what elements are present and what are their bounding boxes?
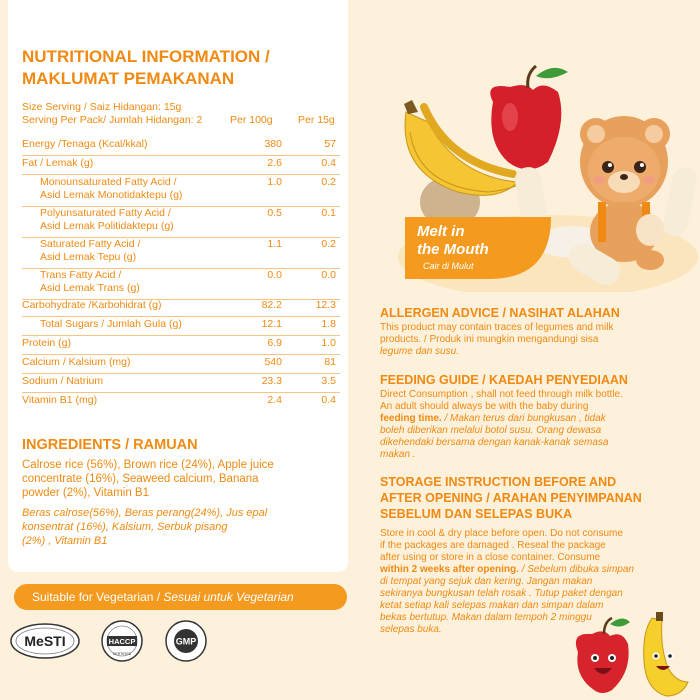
- row-label: [40, 207, 174, 233]
- row-divider: [22, 354, 340, 355]
- row-value-per15: 0.4: [321, 394, 336, 406]
- row-label: [40, 176, 182, 202]
- row-label: Protein (g): [22, 337, 72, 349]
- row-label: Fat / Lemak (g): [22, 157, 94, 169]
- row-label-my: Asid Lemak Monotidaktepu (g): [40, 189, 183, 201]
- vegetarian-my: Sesuai untuk Vegetarian: [163, 590, 294, 604]
- storage-line: selepas buka.: [380, 624, 442, 635]
- badge-line2: the Mouth: [417, 241, 489, 258]
- vegetarian-en: Suitable for Vegetarian /: [32, 590, 164, 604]
- feeding-title: FEEDING GUIDE / KAEDAH PENYEDIAAN: [380, 373, 628, 387]
- storage-line: after using or store in a close container. Consume: [380, 552, 601, 563]
- serving-per-pack-row: [22, 114, 340, 127]
- row-label-my: Asid Lemak Politidaktepu (g): [40, 220, 174, 232]
- feeding-line: dikehendaki bersama dengan kanak-kanak semasa: [380, 437, 609, 448]
- row-label: Energy /Tenaga (Kcal/kkal): [22, 138, 148, 150]
- row-label: Total Sugars / Jumlah Gula (g): [40, 318, 182, 330]
- row-value-per15: 0.4: [321, 157, 336, 169]
- row-value-per15: 12.3: [315, 299, 336, 311]
- serving-info: [22, 101, 340, 127]
- storage-title-line: AFTER OPENING / ARAHAN PENYIMPANAN: [380, 491, 642, 505]
- ingredients-my: [22, 506, 340, 548]
- row-divider: [22, 335, 340, 336]
- melt-in-mouth-badge-icon: [405, 217, 551, 279]
- row-label-my: Asid Lemak Trans (g): [40, 282, 140, 294]
- row-label-en: Saturated Fatty Acid /: [40, 238, 141, 250]
- storage-title-line: STORAGE INSTRUCTION BEFORE AND: [380, 475, 617, 489]
- ingredients-my-line: konsentrat (16%), Kalsium, Serbuk pisang: [22, 521, 228, 533]
- row-divider: [22, 373, 340, 374]
- row-value-per100: 82.2: [261, 299, 282, 311]
- row-value-per100: 23.3: [261, 375, 282, 387]
- row-label: Carbohydrate /Karbohidrat (g): [22, 299, 162, 311]
- row-label: Sodium / Natrium: [22, 375, 104, 387]
- col-header-per100: Per 100g: [230, 114, 273, 126]
- storage-line: di tempat yang sejuk dan kering. Jangan makan: [380, 576, 593, 587]
- row-value-per100: 6.9: [267, 337, 282, 349]
- storage-title-line: SEBELUM DAN SELEPAS BUKA: [380, 507, 573, 521]
- allergen-line: products. / Produk ini mungkin mengandungi sisa: [380, 334, 599, 345]
- feeding-line: An adult should always be with the baby during: [380, 401, 589, 412]
- haccp-text: HACCP: [108, 637, 136, 646]
- allergen-text: [380, 322, 692, 358]
- row-value-per100: 1.1: [267, 238, 282, 250]
- feeding-line: makan .: [380, 449, 416, 460]
- row-value-per15: 3.5: [321, 375, 336, 387]
- row-label: Vitamin B1 (mg): [22, 394, 98, 406]
- row-label-en: Monounsaturated Fatty Acid /: [40, 176, 177, 188]
- ingredients-my-line: Beras calrose(56%), Beras perang(24%), Jus epal: [22, 507, 268, 519]
- nutrition-title-line1: NUTRITIONAL INFORMATION /: [22, 47, 270, 66]
- vegetarian-banner: [14, 584, 347, 610]
- row-value-per100: 2.6: [267, 157, 282, 169]
- storage-line: ketat setiap kali selepas makan dan simpan dalam: [380, 600, 604, 611]
- row-value-per15: 1.8: [321, 318, 336, 330]
- ingredients-en-line: Calrose rice (56%), Brown rice (24%), Apple juice: [22, 459, 274, 471]
- serving-size: Size Serving / Saiz Hidangan: 15g: [22, 101, 182, 113]
- row-value-per100: 2.4: [267, 394, 282, 406]
- row-value-per100: 0.0: [267, 269, 282, 281]
- row-label-en: Trans Fatty Acid /: [40, 269, 122, 281]
- fruit-mascots-icon: [570, 612, 700, 700]
- storage-line: bekas bertutup. Makan dalam tempoh 2 minggu: [380, 612, 592, 623]
- allergen-line: legume dan susu.: [380, 346, 459, 357]
- ingredients-title: INGREDIENTS / RAMUAN: [22, 437, 198, 453]
- row-divider: [22, 392, 340, 393]
- gmp-text: GMP: [175, 636, 197, 647]
- badge-line1: Melt in: [417, 223, 465, 240]
- row-value-per15: 0.2: [321, 238, 336, 250]
- row-divider: [22, 316, 340, 317]
- ingredients-my-line: (2%) , Vitamin B1: [22, 535, 108, 547]
- row-value-per15: 81: [324, 356, 336, 368]
- storage-italic: / Sebelum dibuka simpan: [518, 564, 634, 575]
- col-header-per15: Per 15g: [298, 114, 335, 126]
- allergen-line: This product may contain traces of legumes and milk: [380, 322, 614, 333]
- row-divider: [22, 174, 340, 175]
- badge-line3: Cair di Mulut: [423, 261, 474, 271]
- serving-per-pack: Serving Per Pack/ Jumlah Hidangan: 2: [22, 114, 203, 126]
- nutrition-title-line2: MAKLUMAT PEMAKANAN: [22, 69, 235, 88]
- row-label-en: Polyunsaturated Fatty Acid /: [40, 207, 171, 219]
- row-value-per100: 12.1: [261, 318, 282, 330]
- ingredients-en: [22, 458, 340, 500]
- row-value-per15: 1.0: [321, 337, 336, 349]
- feeding-text: [380, 389, 692, 461]
- ingredients-en-line: powder (2%), Vitamin B1: [22, 487, 149, 499]
- storage-line: sekiranya bungkusan telah rosak . Tutup paket dengan: [380, 588, 623, 599]
- row-value-per100: 540: [264, 356, 282, 368]
- row-label: [40, 238, 140, 264]
- row-value-per15: 0.2: [321, 176, 336, 188]
- row-value-per100: 1.0: [267, 176, 282, 188]
- feeding-line: [380, 413, 692, 425]
- row-value-per15: 0.1: [321, 207, 336, 219]
- allergen-title: ALLERGEN ADVICE / NASIHAT ALAHAN: [380, 306, 620, 320]
- storage-line: Store in cool & dry place before open. Do not consume: [380, 528, 623, 539]
- haccp-certified-text: CERTIFIED: [112, 652, 132, 656]
- gmp-logo-icon: [164, 619, 208, 663]
- storage-line: if the packages are damaged . Reseal the package: [380, 540, 606, 551]
- serving-size-row: [22, 101, 340, 114]
- storage-line: [380, 564, 692, 576]
- row-label-my: Asid Lemak Tepu (g): [40, 251, 137, 263]
- nutrition-title: [22, 46, 342, 90]
- feeding-line: Direct Consumption , shall not feed through milk bottle.: [380, 389, 623, 400]
- feeding-line: boleh diberikan melalui botol susu. Orang dewasa: [380, 425, 602, 436]
- row-divider: [22, 155, 340, 156]
- feeding-bold: feeding time.: [380, 413, 442, 424]
- mesti-text: MeSTI: [24, 633, 66, 649]
- mesti-logo-icon: [10, 619, 80, 663]
- feeding-italic: / Makan terus dari bungkusan , tidak: [441, 413, 606, 424]
- storage-title: [380, 474, 695, 522]
- haccp-logo-icon: [100, 619, 144, 663]
- ingredients-en-line: concentrate (16%), Seaweed calcium, Banana: [22, 473, 259, 485]
- storage-bold: within 2 weeks after opening.: [380, 564, 519, 575]
- row-label: [40, 269, 140, 295]
- row-value-per15: 0.0: [321, 269, 336, 281]
- row-value-per100: 380: [264, 138, 282, 150]
- row-value-per100: 0.5: [267, 207, 282, 219]
- row-value-per15: 57: [324, 138, 336, 150]
- row-label: Calcium / Kalsium (mg): [22, 356, 131, 368]
